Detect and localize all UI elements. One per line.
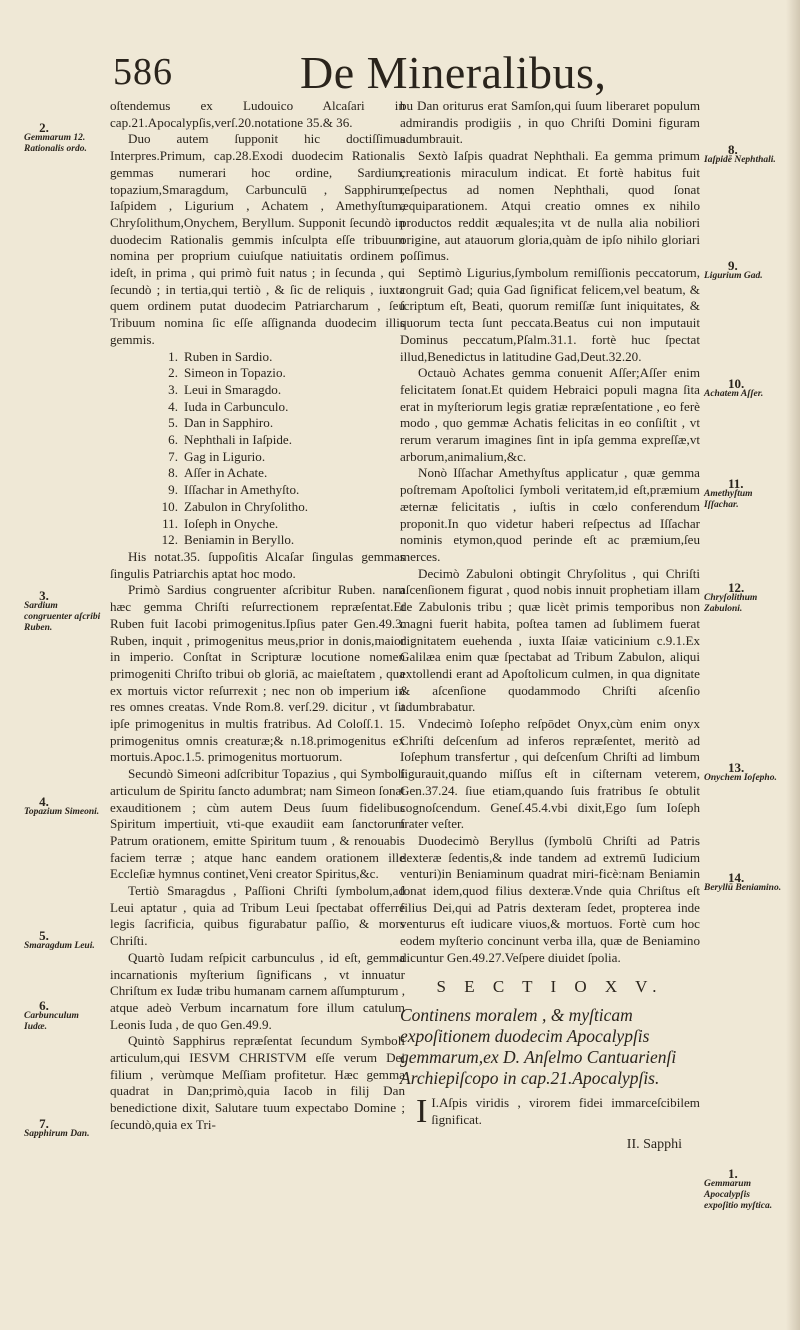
list-item: 11. Ioſeph in Onyche. <box>162 515 279 531</box>
margin-note-right-5: 12. Chryſolithum Zabuloni. <box>704 580 758 614</box>
paragraph: Decimò Zabuloni obtingit Chryſolitus , qui Chriſti aſcenſionem figurat , quod nobis innuit prophetiam illam de Zabulonis tribu ; quæ licèt primis temporibus non magni fuerit habita, poſtea tamen ad ſublimem fuerat dignitatem euehenda , iuxta Iſaiæ vaticinium c.9.1.Ex Galilæa enim quæ ſpectabat ad Tribum Zabulon, aliqui extollendi erant ad Apoſtolicum culmen, in qua dignitate & aſcenſione quodammodo Chriſti aſcenſio adumbrabatur. <box>400 565 700 715</box>
margin-note-left-5: 6. Carbunculum Iudæ. <box>24 998 79 1032</box>
paragraph: oſtendemus ex Ludouico Alcaſari in cap.21.Apocalypſis,verſ.20.notatione 35.& 36. <box>110 98 405 130</box>
margin-note-right-6: 13. Onychem Ioſepho. <box>704 760 777 783</box>
drop-cap: I <box>416 1093 428 1131</box>
paragraph: I. I Aſpis viridis , virorem fidei immarceſcibilem ſignificat. <box>416 1093 700 1131</box>
list-item: 8. Aſſer in Achate. <box>168 465 268 481</box>
list-item: 10. Zabulon in Chryſolitho. <box>161 498 309 514</box>
list-item: 9. Iſſachar in Amethyſto. <box>168 482 300 498</box>
paragraph: Quintò Sapphirus repræſentat ſecundum Symboli articulum,qui IESVM CHRISTVM eſſe verum Dei filium , verùmque Meſſiam profitetur. Hæc gemma quadrat in Dan;primò,quia Iacob in filij Dan benedictione dixit, Salutare tuum expectabo Domine ; ſecundò,quia ex Tri- <box>110 1033 405 1132</box>
margin-note-left-4: 5. Smaragdum Leui. <box>24 928 95 951</box>
paragraph: Secundò Simeoni adſcribitur Topazius , qui Symboli articulum de Spiritu ſancto adumbrat; nam Simeon ſonat exauditionem ; cùm autem Deus ſuum fidelibus Spiritum impertiuit, vti-que exaudiit eam ſanctorum Patrum orationem, emitte Spiritum tuum , & renouabis faciem terræ ; atque hanc eandem orationem ille Eccleſiæ hymnus continet,Veni creator Spiritus,&c. <box>110 766 405 882</box>
paragraph: Nonò Iſſachar Amethyſtus applicatur , quæ gemma poſtremam Apoſtolici ſymboli veritatem,id eſt,præmium æternæ felicitatis , iuſtis in cœlo conferendum proponit.In quo videtur haberi reſpectus ad Iſſachar nominis etymon,quod perinde eſt ac præmium,ſeu merces. <box>400 465 700 564</box>
paragraph: Octauò Achates gemma conuenit Aſſer;Aſſer enim felicitatem ſonat.Et quidem Hebraici populi magna ſita erat in myſteriorum legis gratiæ repræſentatione , eo ferè modo , quo gemmæ Achatis felicitas in eo conſiſtit , vt rerum verarum imagines ſint in ipſa gemma expreſſæ,vt arborum,animalium,&c. <box>400 365 700 464</box>
paragraph: Septimò Ligurius,ſymbolum remiſſionis peccatorum, congruit Gad; quia Gad ſignificat felicem,vel beatum, & ſcriptum eſt, Beati, quorum remiſſæ ſunt iniquitates, & quorum tecta ſunt peccata.Beatus cui non imputauit Dominus peccatum,Pſalm.31.1. fortè huc ſpectat illud,Benedictus in latitudine Gad,Deut.32.20. <box>400 265 700 364</box>
item-number: I. <box>431 1095 439 1111</box>
page-number: 586 <box>113 51 173 93</box>
section-subtitle: Continens moralem , & myſticam expoſitionem duodecim Apocalypſis gemmarum,ex D. Anſelmo Cantuarienſi Archiepiſcopo in cap.21.Apocalypſis. <box>400 1005 677 1089</box>
catchword: II. Sapphi <box>626 1136 682 1152</box>
paragraph: Duo autem ſupponit hic doctiſſimus Interpres.Primum, cap.28.Exodi duodecim Rationalis gemmas numerari hoc ordine, Sardium, topazium,Smaragdum, Carbunculū , Sapphirum, Iaſpidem , Ligurium , Achatem , Amethyſtum, Chryſolithum,Onychem, Beryllum. Supponit ſecundò in duodecim Rationalis gemmis inſculpta eſſe tribuum nomina per proprium cuiuſque natiuitatis ordinem ; ideſt, in prima , qui primò fuit natus ; in ſecunda , qui ſecundò ; in tertia,qui tertiò , & ſic de reliquis , iuxta quem ordinem putat duodecim Patriarcharum , ſeu Tribuum nomina ſic eſſe aſſignanda duodecim illis gemmis. <box>110 131 405 347</box>
margin-note-right-1: 8. Iaſpidē Nephthali. <box>704 142 776 165</box>
paragraph: Duodecimò Beryllus (ſymbolū Chriſti ad Patris dexteræ ſedentis,& inde tandem ad extremū Iudicium venturi)in Beniaminum quadrat miri-ficè:nam Beniamin ſonat idem,quod filius dexteræ.Vnde quia Chriſtus eſt filius Dei,qui ad Patris dexteram ſedet, propterea inde venturus eſt iudicare viuos,& mortuos. Fortè cum hoc eodem myſterio concinunt verba illa, quæ de Beniamino dicuntur Gen.49.27.Veſpere diuidet ſpolia. <box>400 832 700 965</box>
paragraph: Primò Sardius congruenter aſcribitur Ruben. nam hæc gemma Chriſti reſurrectionem repræſentat.Et Ruben fuit Iacobi primogenitus.Ipſius pater Gen.49.3. Ruben, inquit , primogenitus meus,prior in donis,maior in imperio. Conſtat in Scripturæ locutione nomen primogeniti Chriſto tribui ob gloriā, ac maieſtatem , qua ex mortuis victor reſurrexit ; nec non ob imperium in res omnes creatas. Vnde Rom.8. verſ.29. dicitur , vt ſit ipſe primogenitus in multis fratribus. Ad Coloſſ.1. 15. primogenitus omnis creaturæ;& n.18.primogenitus ex mortuis.Apoc.1.5. primogenitus mortuorum. <box>110 582 405 765</box>
page-header <box>0 40 800 100</box>
paragraph: bu Dan oriturus erat Samſon,qui ſuum liberaret populum admirandis prodigiis , in quo Chriſti Domini figuram adumbrauit. <box>400 98 700 147</box>
running-title: De Mineralibus, <box>300 47 607 98</box>
list-item: 5. Dan in Sapphiro. <box>168 415 274 431</box>
paragraph: Sextò Iaſpis quadrat Nephthali. Ea gemma primum creationis miraculum indicat. Et fortè habitus fuit reſpectus ad nomen Nephthali, quod ſonat æquiparationem. Atqui creatio omnes ex nihilo productos reddit æquales;ita vt de nulla alia nobiliori origine, aut atauorum gloria,quàm de ipſo nihilo gloriari poſſimus. <box>400 148 700 264</box>
right-column <box>400 98 700 1153</box>
margin-note-right-2: 9. Ligurium Gad. <box>704 258 763 281</box>
margin-note-right-8: 1. Gemmarum Apocalypſis expoſitio myſtica. <box>704 1166 773 1211</box>
margin-note-right-7: 14. Beryllū Beniamino. <box>704 870 782 893</box>
gem-tribe-list <box>110 349 405 549</box>
list-item: 1. Ruben in Sardio. <box>168 348 273 364</box>
list-item: 2. Simeon in Topazio. <box>168 365 286 381</box>
list-item: 3. Leui in Smaragdo. <box>168 381 282 397</box>
list-item: 12. Beniamin in Beryllo. <box>161 532 295 548</box>
paragraph: His notat.35. ſuppoſitis Alcaſar ſingulas gemmas ſingulis Patriarchis aptat hoc modo. <box>110 548 405 581</box>
list-item: 6. Nephthali in Iaſpide. <box>168 432 292 448</box>
margin-note-right-4: 11. Amethyſtum Iſſachar. <box>704 476 753 510</box>
paragraph: Vndecimò Ioſepho reſpōdet Onyx,cùm enim onyx Chriſti deſcenſum ad inferos repræſentet, meritò ad Ioſephum transfertur , qui deſcenſum Chriſti ad limbum figurauit,quando miſſus eſt in ciſternam veterem, Gen.37.24. ſiue etiam,quando ſuis fratribus ſe obtulit cognoſcendum. Geneſ.45.4.vbi dixit,Ego ſum Ioſeph frater veſter. <box>400 716 700 832</box>
list-item: 4. Iuda in Carbunculo. <box>168 398 289 414</box>
left-column <box>110 98 405 1134</box>
page-edge-shadow <box>786 0 800 1330</box>
list-item: 7. Gag in Ligurio. <box>168 448 266 464</box>
margin-note-left-2: 3. Sardium congruenter aſcribi Ruben. <box>24 588 101 633</box>
paragraph: Tertiò Smaragdus , Paſſioni Chriſti ſymbolum,ad Leui aptatur , quia ad Tribum Leui ſpectabat offerre legis ſacrificia, quibus figurabatur paſſio, & mors Chriſti. <box>110 883 405 949</box>
margin-note-left-6: 7. Sapphirum Dan. <box>24 1116 90 1139</box>
margin-note-left-1: 2. Gemmarum 12. Rationalis ordo. <box>24 120 87 154</box>
paragraph: Quartò Iudam reſpicit carbunculus , id eſt, gemma incarnationis myſterium ſignificans , vt innuatur Chriſtum ex Iudæ tribu humanam carnem aſſumpturum , atque adeò Verbum incarnatum fore illum catulum Leonis Iuda , de quo Gen.49.9. <box>110 949 405 1032</box>
margin-note-right-3: 10. Achatem Aſſer. <box>704 376 764 399</box>
margin-note-left-3: 4. Topazium Simeoni. <box>24 794 100 817</box>
section-heading: S E C T I O X V. <box>436 976 664 996</box>
